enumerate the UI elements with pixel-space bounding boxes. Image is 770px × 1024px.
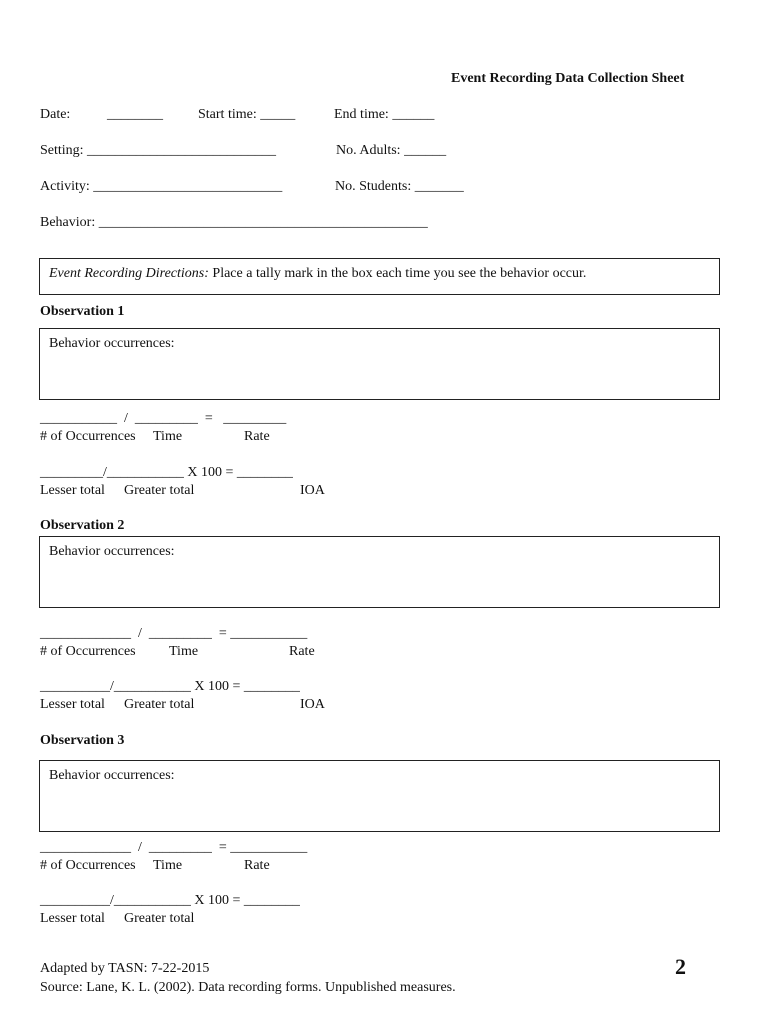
date-field[interactable]: ________ [107, 107, 163, 122]
observation-3-rate-line[interactable]: _____________ / _________ = ___________ [40, 840, 308, 855]
observation-2-heading: Observation 2 [40, 518, 125, 533]
observation-3-lesser-label: Lesser total [40, 911, 105, 926]
directions-box [39, 258, 720, 295]
observation-1-lesser-label: Lesser total [40, 483, 105, 498]
observation-3-ioa-line[interactable]: __________/___________ X 100 = ________ [40, 893, 300, 908]
page-title: Event Recording Data Collection Sheet [451, 71, 685, 86]
directions-text [49, 267, 586, 281]
directions-label: Event Recording Directions: [49, 266, 209, 281]
observation-2-box-label: Behavior occurrences: [49, 544, 175, 559]
observation-2-ioa-label: IOA [300, 697, 325, 712]
observation-3-box[interactable] [39, 760, 720, 832]
no-students-field[interactable]: No. Students: _______ [335, 179, 464, 194]
observation-2-lesser-label: Lesser total [40, 697, 105, 712]
end-time-field[interactable]: End time: ______ [334, 107, 435, 122]
observation-3-occurrences-label: # of Occurrences [40, 858, 136, 873]
observation-1-time-label: Time [153, 429, 183, 444]
observation-2-box[interactable] [39, 536, 720, 608]
observation-3-heading: Observation 3 [40, 733, 125, 748]
observation-2-rate-line[interactable]: _____________ / _________ = ___________ [40, 626, 308, 641]
observation-2-rate-label: Rate [289, 644, 315, 659]
observation-3-greater-label: Greater total [124, 911, 195, 926]
directions-body: Place a tally mark in the box each time you see the behavior occur. [208, 266, 587, 281]
observation-2-occurrences-label: # of Occurrences [40, 644, 136, 659]
footer-adapted: Adapted by TASN: 7-22-2015 [40, 961, 210, 976]
observation-1-occurrences-label: # of Occurrences [40, 429, 136, 444]
footer-source: Source: Lane, K. L. (2002). Data recording forms. Unpublished measures. [40, 980, 456, 995]
observation-1-greater-label: Greater total [124, 483, 195, 498]
observation-2-ioa-line[interactable]: __________/___________ X 100 = ________ [40, 679, 300, 694]
observation-1-ioa-label: IOA [300, 483, 325, 498]
observation-3-box-label: Behavior occurrences: [49, 768, 175, 783]
start-time-field[interactable]: Start time: _____ [198, 107, 296, 122]
activity-field[interactable]: Activity: ___________________________ [40, 179, 283, 194]
observation-1-rate-label: Rate [244, 429, 270, 444]
behavior-field[interactable]: Behavior: _______________________________________________ [40, 215, 428, 230]
observation-1-box[interactable] [39, 328, 720, 400]
observation-1-heading: Observation 1 [40, 304, 125, 319]
observation-2-greater-label: Greater total [124, 697, 195, 712]
observation-2-time-label: Time [169, 644, 199, 659]
date-label: Date: [40, 107, 71, 122]
observation-3-rate-label: Rate [244, 858, 270, 873]
page-number: 2 [675, 954, 686, 979]
observation-1-ioa-line[interactable]: _________/___________ X 100 = ________ [40, 465, 293, 480]
observation-1-box-label: Behavior occurrences: [49, 336, 175, 351]
no-adults-field[interactable]: No. Adults: ______ [336, 143, 447, 158]
observation-3-time-label: Time [153, 858, 183, 873]
setting-field[interactable]: Setting: ___________________________ [40, 143, 277, 158]
observation-1-rate-line[interactable]: ___________ / _________ = _________ [40, 411, 287, 426]
